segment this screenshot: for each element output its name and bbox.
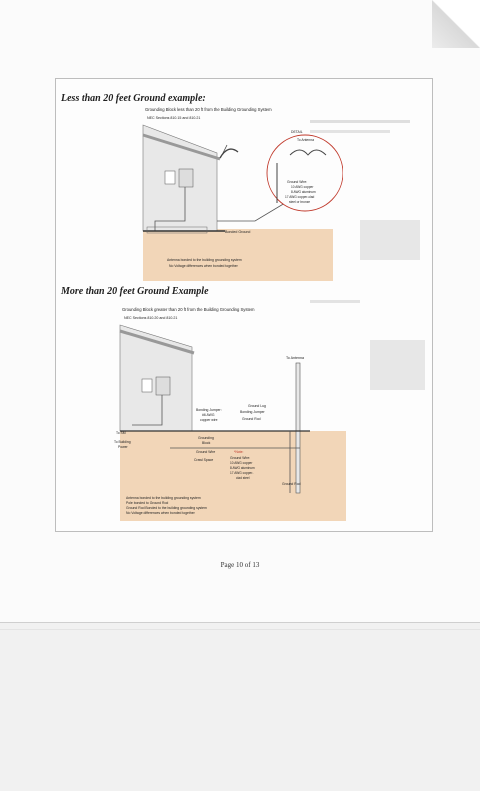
fig1-nec: NEC Sections 810.15 and 810.21 bbox=[147, 116, 201, 120]
next-page-edge bbox=[0, 623, 480, 791]
fig2-ground-lug: Ground Lug bbox=[248, 404, 266, 408]
fig2-note-title: *Note: bbox=[234, 450, 244, 454]
fig2-crawl-space: Crawl Space bbox=[194, 458, 214, 462]
figure-more-than-20ft bbox=[110, 303, 346, 541]
fig2-bonding-jumper-short: Bonding Jumper bbox=[240, 410, 265, 414]
fig2-gw-title: Ground Wire: bbox=[230, 456, 251, 460]
fig2-note-1: Antenna bonded to the building grounding system bbox=[126, 496, 201, 500]
fig1-bonded-ground: Bonded Ground bbox=[225, 230, 251, 234]
fig2-to-building-1: To Building bbox=[114, 440, 131, 444]
fig2-note-4: No Voltage differences when bonded together bbox=[126, 511, 195, 515]
heading-more-than-20-feet: More than 20 feet Ground Example bbox=[61, 286, 209, 297]
fig2-bonding-jumper-2: #6 AWG bbox=[202, 413, 215, 417]
fig2-ground-rod-label: Ground Rod bbox=[242, 417, 261, 421]
fig2-nec: NEC Sections 810.20 and 810.21 bbox=[124, 316, 178, 320]
fig1-panel bbox=[179, 169, 193, 187]
fig2-antenna-pole bbox=[296, 363, 300, 493]
fig1-meter bbox=[165, 171, 175, 184]
fig1-note-2: No Voltage differences when bonded together bbox=[169, 264, 238, 268]
fig1-ground-soil bbox=[143, 229, 333, 281]
fig2-gw-4: clad steel bbox=[236, 476, 250, 480]
fig2-gw-1: 10 AWG copper bbox=[230, 461, 253, 465]
fig2-gw-2: 8 AWG aluminum bbox=[230, 466, 255, 470]
fig1-ground-wire-1: 10 AWG copper bbox=[291, 185, 314, 189]
fig2-gw-3: 17 AWG copper- bbox=[230, 471, 254, 475]
fig1-title: Grounding Block less than 20 ft from the Building Grounding System bbox=[145, 107, 272, 112]
fig2-to-antenna: To Antenna bbox=[286, 356, 304, 360]
fig2-grounding-block-1: Grounding bbox=[198, 436, 214, 440]
fig1-note-1: Antenna bonded to the building grounding system bbox=[167, 258, 242, 262]
fig2-title: Grounding Block greater than 20 ft from the Building Grounding System bbox=[122, 307, 255, 312]
fig2-to-building-2: Power bbox=[118, 445, 128, 449]
folded-corner bbox=[432, 0, 480, 48]
fig1-ground-wire-2: 8 AWG aluminum bbox=[291, 190, 316, 194]
fig2-to-sm: To SM bbox=[116, 431, 126, 435]
figure-less-than-20ft bbox=[125, 103, 343, 283]
page-footer: Page 10 of 13 bbox=[220, 561, 260, 569]
fig2-grounding-block-2: Block bbox=[202, 441, 211, 445]
fig1-detail-label: DETAIL bbox=[291, 130, 303, 134]
fig1-ground-wire-4: steel or bronze bbox=[289, 200, 311, 204]
fig1-ground-wire-title: Ground Wire: bbox=[287, 180, 308, 184]
fig2-note-2: Pole bonded to Ground Rod bbox=[126, 501, 169, 505]
fig2-panel bbox=[156, 377, 170, 395]
fig2-ground-rod-bottom: Ground Rod bbox=[282, 482, 301, 486]
fig1-to-antenna: To Antenna bbox=[297, 138, 314, 142]
fig2-bonding-jumper-1: Bonding Jumper: bbox=[196, 408, 222, 412]
fig1-ground-wire-3: 17 AWG copper-clad bbox=[285, 195, 315, 199]
heading-less-than-20-feet: Less than 20 feet Ground example: bbox=[61, 93, 206, 104]
fig2-meter bbox=[142, 379, 152, 392]
fig2-note-3: Ground Rod Bonded to the building grounding system bbox=[126, 506, 207, 510]
fig2-bonding-jumper-3: copper wire bbox=[200, 418, 218, 422]
fig2-ground-wire: Ground Wire bbox=[196, 450, 216, 454]
